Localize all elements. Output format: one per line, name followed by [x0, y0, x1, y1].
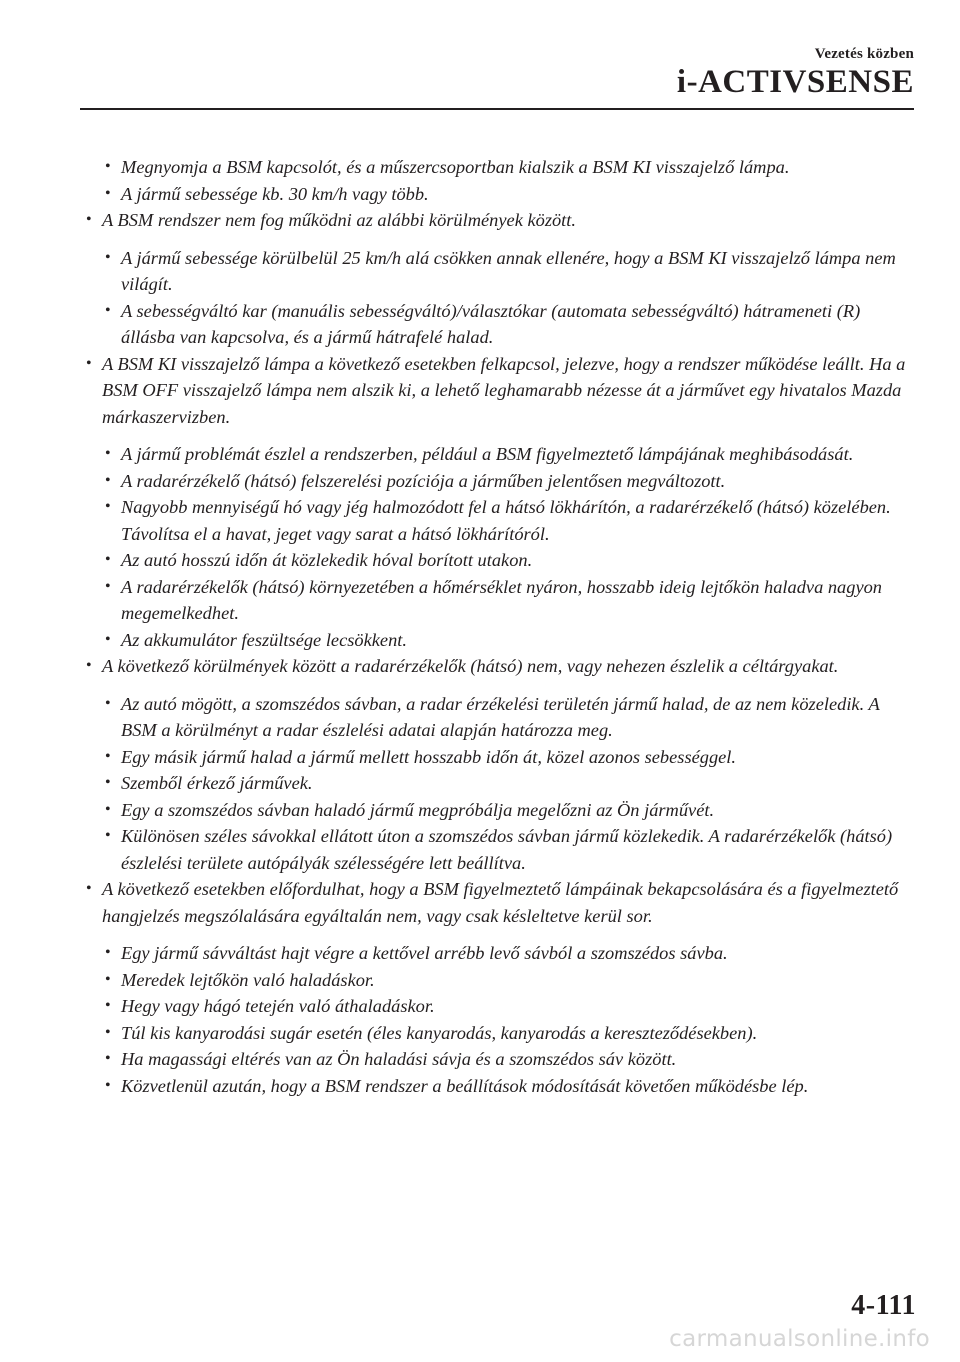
sub-bullet-item — [86, 547, 916, 574]
bullet-text: Az autó hosszú időn át közlekedik hóval borított utakon. — [121, 550, 533, 570]
sub-bullet-item — [86, 154, 916, 181]
bullet-icon: • — [105, 471, 111, 489]
sub-bullet-item — [86, 993, 916, 1020]
bullet-text: A BSM KI visszajelző lámpa a következő esetekben felkapcsol, jelezve, hogy a rendszer működése leállt. Ha a BSM OFF visszajelző lámpa nem alszik ki, a lehető leghamarabb nézesse át a járművet egy hivatalos Mazda márkaszervizben. — [102, 353, 906, 427]
sub-bullet-item — [86, 1073, 916, 1100]
bullet-text: Ha magassági eltérés van az Ön haladási sávja és a szomszédos sáv között. — [121, 1049, 677, 1069]
bullet-icon: • — [105, 944, 111, 961]
bullet-text: A következő esetekben előfordulhat, hogy a BSM figyelmeztető lámpáinak bekapcsolására és a figyelmeztető hangjelzés megszólalására egyáltalán nem, vagy csak késleltetve kerül sor. — [102, 879, 899, 926]
bullet-icon: • — [105, 301, 111, 319]
bullet-icon: • — [105, 997, 111, 1014]
bullet-icon: • — [86, 880, 92, 897]
bullet-text: Nagyobb mennyiségű hó vagy jég halmozódott fel a hátsó lökhárítón, a radarérzékelő (hátsó) közelében. Távolítsa el a havat, jeget vagy sarat a hátsó lökhárítóról. — [121, 497, 891, 544]
bullet-text: Az akkumulátor feszültsége lecsökkent. — [121, 629, 407, 650]
watermark: carmanualsonline.info — [669, 1326, 930, 1352]
sub-bullet-item — [86, 1046, 916, 1073]
sub-bullet-item — [86, 691, 916, 744]
bullet-text: Különösen széles sávokkal ellátott úton a szomszédos sávban jármű közlekedik. A radarérzékelők (hátsó) észlelési területe autópályák szélességére lett beállítva. — [121, 826, 893, 873]
bullet-text: Hegy vagy hágó tetején való áthaladáskor. — [121, 996, 435, 1016]
bullet-text: A BSM rendszer nem fog működni az alábbi körülmények között. — [102, 210, 576, 230]
bullet-text: A radarérzékelők (hátsó) környezetében a hőmérséklet nyáron, hosszabb ideig lejtőkön haladva nagyon megemelkedhet. — [121, 576, 883, 623]
page-header — [0, 0, 960, 112]
chapter-title: i-ACTIVSENSE — [676, 64, 914, 100]
bullet-item — [86, 351, 916, 431]
bullet-icon: • — [105, 577, 111, 595]
bullet-item — [86, 653, 916, 680]
bullet-text: A sebességváltó kar (manuális sebességváltó)/választókar (automata sebességváltó) hátrameneti (R) állásba van kapcsolva, és a jármű hátrafelé halad. — [121, 300, 861, 347]
sub-bullet-item — [86, 574, 916, 627]
bullet-icon: • — [105, 694, 111, 712]
bullet-text: A jármű problémát észlel a rendszerben, például a BSM figyelmeztető lámpájának meghibásodását. — [121, 444, 854, 464]
bullet-icon: • — [86, 354, 92, 372]
bullet-icon: • — [105, 445, 111, 462]
bullet-item — [86, 207, 916, 234]
page-number: 4-111 — [851, 1290, 916, 1321]
bullet-icon: • — [105, 800, 111, 818]
bullet-text: Meredek lejtőkön való haladáskor. — [121, 969, 375, 990]
bullet-icon: • — [105, 827, 111, 844]
bullet-icon: • — [86, 211, 92, 228]
bullet-icon: • — [86, 657, 92, 674]
bullet-text: Egy jármű sávváltást hajt végre a kettővel arrébb levő sávból a szomszédos sávba. — [121, 943, 728, 963]
sub-bullet-item — [86, 245, 916, 298]
bullet-icon: • — [105, 774, 111, 791]
sub-bullet-item — [86, 298, 916, 351]
bullet-icon: • — [105, 1076, 111, 1094]
bullet-text: Az autó mögött, a szomszédos sávban, a radar érzékelési területén jármű halad, de az nem közeledik. A BSM a körülményt a radar észlelési adatai alapján határozza meg. — [121, 693, 880, 740]
bullet-text: A jármű sebessége kb. 30 km/h vagy több. — [121, 183, 429, 204]
sub-bullet-item — [86, 468, 916, 495]
sub-bullet-item — [86, 1020, 916, 1047]
bullet-icon: • — [105, 551, 111, 568]
sub-bullet-item — [86, 797, 916, 824]
bullet-text: Közvetlenül azután, hogy a BSM rendszer a beállítások módosítását követően működésbe lép. — [121, 1075, 809, 1096]
bullet-icon: • — [105, 158, 111, 175]
bullet-icon: • — [105, 248, 111, 266]
bullet-icon: • — [105, 184, 111, 202]
bullet-text: Túl kis kanyarodási sugár esetén (éles kanyarodás, kanyarodás a kereszteződésekben). — [121, 1022, 758, 1043]
sub-bullet-item — [86, 744, 916, 771]
bullet-text: A következő körülmények között a radarérzékelők (hátsó) nem, vagy nehezen észlelik a céltárgyakat. — [102, 656, 839, 676]
bullet-text: A radarérzékelő (hátsó) felszerelési pozíciója a járműben jelentősen megváltozott. — [121, 470, 726, 491]
sub-bullet-item — [86, 441, 916, 468]
bullet-icon: • — [105, 498, 111, 515]
bullet-text: Egy a szomszédos sávban haladó jármű megpróbálja megelőzni az Ön járművét. — [121, 799, 715, 820]
sub-bullet-item — [86, 823, 916, 876]
bullet-icon: • — [105, 630, 111, 648]
header-rule — [80, 108, 914, 110]
section-label: Vezetés közben — [814, 46, 914, 62]
sub-bullet-item — [86, 627, 916, 654]
sub-bullet-item — [86, 967, 916, 994]
bullet-icon: • — [105, 747, 111, 765]
bullet-icon: • — [105, 970, 111, 988]
bullet-icon: • — [105, 1050, 111, 1067]
sub-bullet-item — [86, 181, 916, 208]
sub-bullet-item — [86, 494, 916, 547]
bullet-icon: • — [105, 1023, 111, 1041]
bullet-text: Megnyomja a BSM kapcsolót, és a műszercsoportban kialszik a BSM KI visszajelző lámpa. — [121, 157, 790, 177]
bullet-item — [86, 876, 916, 929]
bullet-text: Egy másik jármű halad a jármű mellett hosszabb időn át, közel azonos sebességgel. — [121, 746, 737, 767]
body-text — [86, 154, 916, 1099]
bullet-text: Szemből érkező járművek. — [121, 773, 313, 793]
bullet-text: A jármű sebessége körülbelül 25 km/h alá csökken annak ellenére, hogy a BSM KI visszajelző lámpa nem világít. — [121, 247, 896, 294]
sub-bullet-item — [86, 940, 916, 967]
sub-bullet-item — [86, 770, 916, 797]
